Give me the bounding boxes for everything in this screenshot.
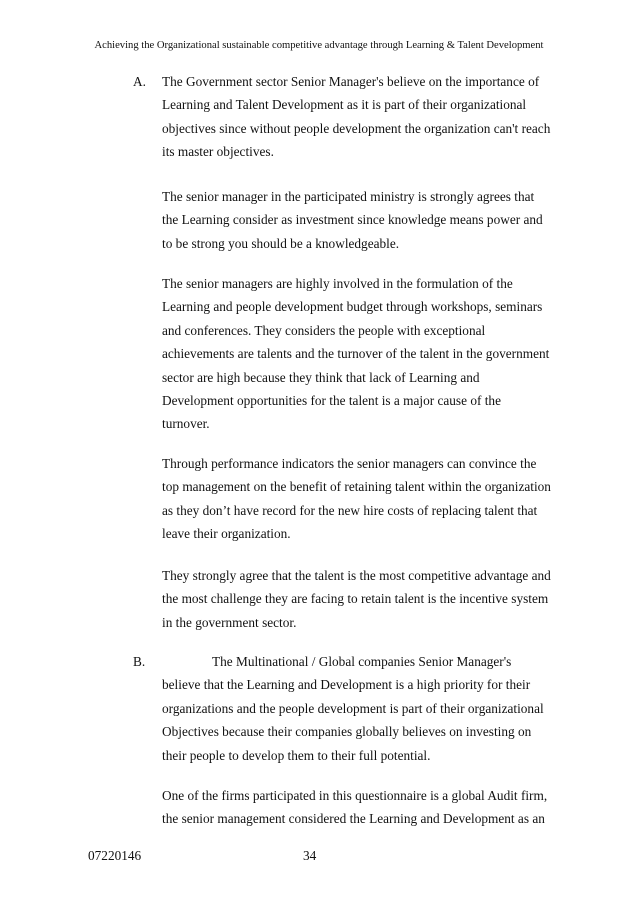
section-b-paragraph-1 [162,650,562,767]
running-header: Achieving the Organizational sustainable competitive advantage through Learning & Talent Development [94,40,544,51]
text-line-content: The Multinational / Global companies Senior Manager's [212,654,512,669]
footer-document-id: 07220146 [88,848,142,863]
text-line: as they don’t have record for the new hire costs of replacing talent that [162,502,538,518]
text-line: the senior management considered the Learning and Development as an [162,811,545,827]
section-a-paragraph-1 [162,70,562,164]
text-line: One of the firms participated in this questionnaire is a global Audit firm, [162,788,548,803]
text-line: sector are high because they think that lack of Learning and [162,369,480,385]
text-line [162,650,562,673]
section-a-paragraph-4 [162,452,562,546]
text-line: its master objectives. [162,144,274,160]
text-line: the most challenge they are facing to retain talent is the incentive system [162,591,549,607]
section-marker-b: B. [133,654,146,669]
text-line: The senior manager in the participated ministry is strongly agrees that [162,189,535,204]
text-line: believe that the Learning and Development is a high priority for their [162,677,531,693]
section-b-paragraph-2 [162,784,562,831]
text-line: Development opportunities for the talent is a major cause of the [162,393,501,409]
footer-page-number: 34 [303,848,317,863]
text-line: They strongly agree that the talent is the most competitive advantage and [162,568,551,583]
text-line: Learning and Talent Development as it is part of their organizational [162,97,527,113]
text-line: objectives since without people development the organization can't reach [162,120,551,136]
text-line: Through performance indicators the senior managers can convince the [162,456,537,471]
text-line: top management on the benefit of retaining talent within the organization [162,479,551,495]
section-a-paragraph-5 [162,564,562,634]
text-line: leave their organization. [162,526,291,542]
text-line: turnover. [162,416,210,432]
text-line: in the government sector. [162,614,297,630]
text-line: and conferences. They considers the people with exceptional [162,322,486,338]
text-line: organizations and the people development is part of their organizational [162,700,544,716]
text-line: The senior managers are highly involved in the formulation of the [162,276,513,291]
section-marker-a: A. [133,74,146,89]
section-a-paragraph-2 [162,185,562,255]
text-line: Learning and people development budget through workshops, seminars [162,299,543,315]
text-line: Objectives because their companies globally believes on investing on [162,724,532,740]
text-line: to be strong you should be a knowledgeable. [162,235,400,251]
text-line: The Government sector Senior Manager's believe on the importance of [162,74,540,89]
section-a-paragraph-3 [162,272,562,436]
text-line: their people to develop them to their full potential. [162,747,431,763]
text-line: the Learning consider as investment since knowledge means power and [162,212,543,228]
text-line: achievements are talents and the turnover of the talent in the government [162,346,550,362]
